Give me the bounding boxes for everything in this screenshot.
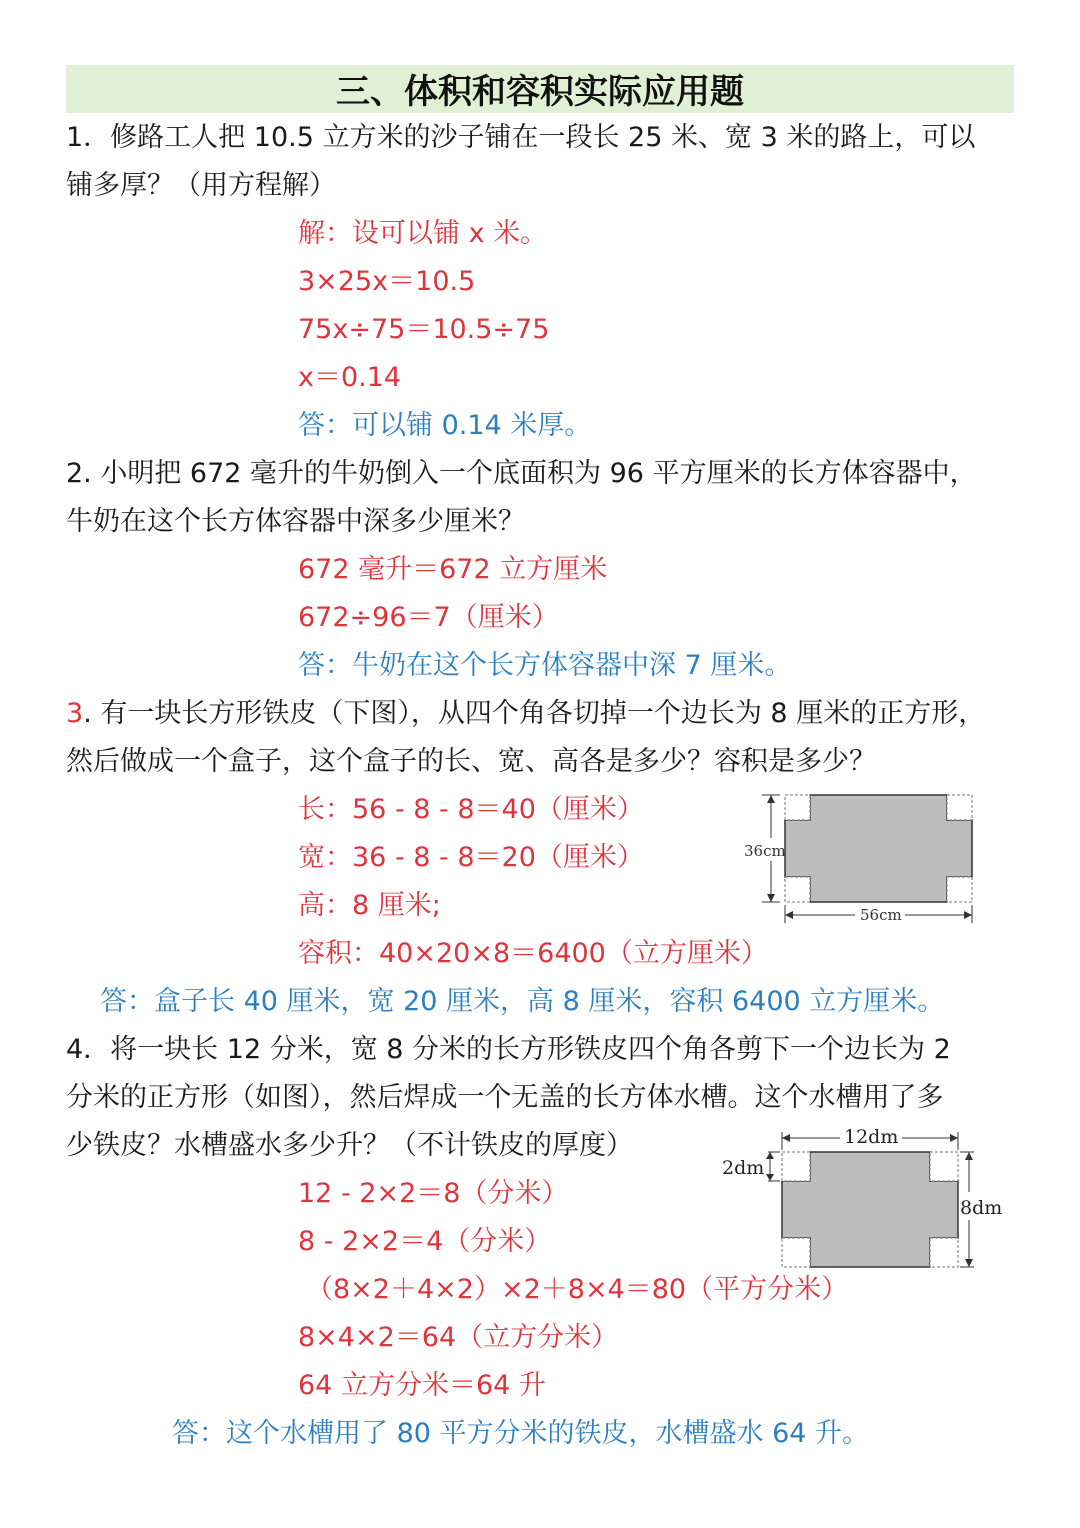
q2-step2: 672÷96＝7（厘米） — [298, 602, 559, 633]
q3-step4: 容积：40×20×8＝6400（立方厘米） — [298, 938, 768, 969]
q3-number: 3 — [66, 698, 84, 729]
q4-step5: 64 立方分米＝64 升 — [298, 1370, 546, 1401]
q4-side-label: 8dm — [960, 1197, 1003, 1219]
q2-step1: 672 毫升＝672 立方厘米 — [298, 554, 608, 585]
q1-step2: 3×25x＝10.5 — [298, 266, 476, 297]
q4-step3: （8×2＋4×2）×2＋8×4＝80（平方分米） — [306, 1274, 849, 1305]
q4-step1: 12 - 2×2＝8（分米） — [298, 1178, 569, 1209]
q4-line1: 4．将一块长 12 分米，宽 8 分米的长方形铁皮四个角各剪下一个边长为 2 — [66, 1034, 951, 1065]
q3-height-label: 36cm — [744, 842, 786, 860]
q2-line2: 牛奶在这个长方体容器中深多少厘米？ — [66, 506, 525, 537]
q1-step3: 75x÷75＝10.5÷75 — [298, 314, 550, 345]
q1-line2: 铺多厚？（用方程解） — [66, 170, 336, 201]
q3-width-label: 56cm — [860, 906, 902, 924]
q1-answer: 答：可以铺 0.14 米厚。 — [298, 410, 592, 441]
q1-line1: 1．修路工人把 10.5 立方米的沙子铺在一段长 25 米、宽 3 米的路上，可以 — [66, 122, 976, 153]
q4-answer: 答：这个水槽用了 80 平方分米的铁皮，水槽盛水 64 升。 — [172, 1418, 870, 1449]
q3-step3: 高：8 厘米; — [298, 890, 441, 921]
q3-answer: 答：盒子长 40 厘米，宽 20 厘米，高 8 厘米，容积 6400 立方厘米。 — [100, 986, 945, 1017]
page-title: 三、体积和容积实际应用题 — [336, 72, 744, 112]
q4-line3: 少铁皮？水槽盛水多少升？（不计铁皮的厚度） — [66, 1130, 633, 1161]
q3-figure — [740, 785, 990, 935]
q4-figure — [718, 1124, 1018, 1274]
q3-step1: 长：56 - 8 - 8＝40（厘米） — [298, 794, 644, 825]
q4-sheet — [782, 1152, 958, 1267]
q4-corner-dimension — [766, 1152, 780, 1181]
q3-line1 — [66, 694, 985, 734]
q2-answer: 答：牛奶在这个长方体容器中深 7 厘米。 — [298, 650, 792, 681]
q4-step2: 8 - 2×2＝4（分米） — [298, 1226, 552, 1257]
q3-sheet — [785, 795, 972, 902]
q1-step1: 解：设可以铺 x 米。 — [298, 218, 548, 249]
q3-line1-text: . 有一块长方形铁皮（下图），从四个角各切掉一个边长为 8 厘米的正方形， — [83, 698, 986, 729]
q2-line1: 2. 小明把 672 毫升的牛奶倒入一个底面积为 96 平方厘米的长方体容器中， — [66, 458, 977, 489]
q4-step4: 8×4×2＝64（立方分米） — [298, 1322, 619, 1353]
q3-step2: 宽：36 - 8 - 8＝20（厘米） — [298, 842, 644, 873]
q3-line2: 然后做成一个盒子，这个盒子的长、宽、高各是多少？容积是多少？ — [66, 746, 876, 777]
q4-line2: 分米的正方形（如图），然后焊成一个无盖的长方体水槽。这个水槽用了多 — [66, 1082, 944, 1113]
q1-step4: x＝0.14 — [298, 362, 402, 393]
q4-corner-label: 2dm — [722, 1157, 765, 1179]
q4-top-label: 12dm — [844, 1126, 899, 1148]
